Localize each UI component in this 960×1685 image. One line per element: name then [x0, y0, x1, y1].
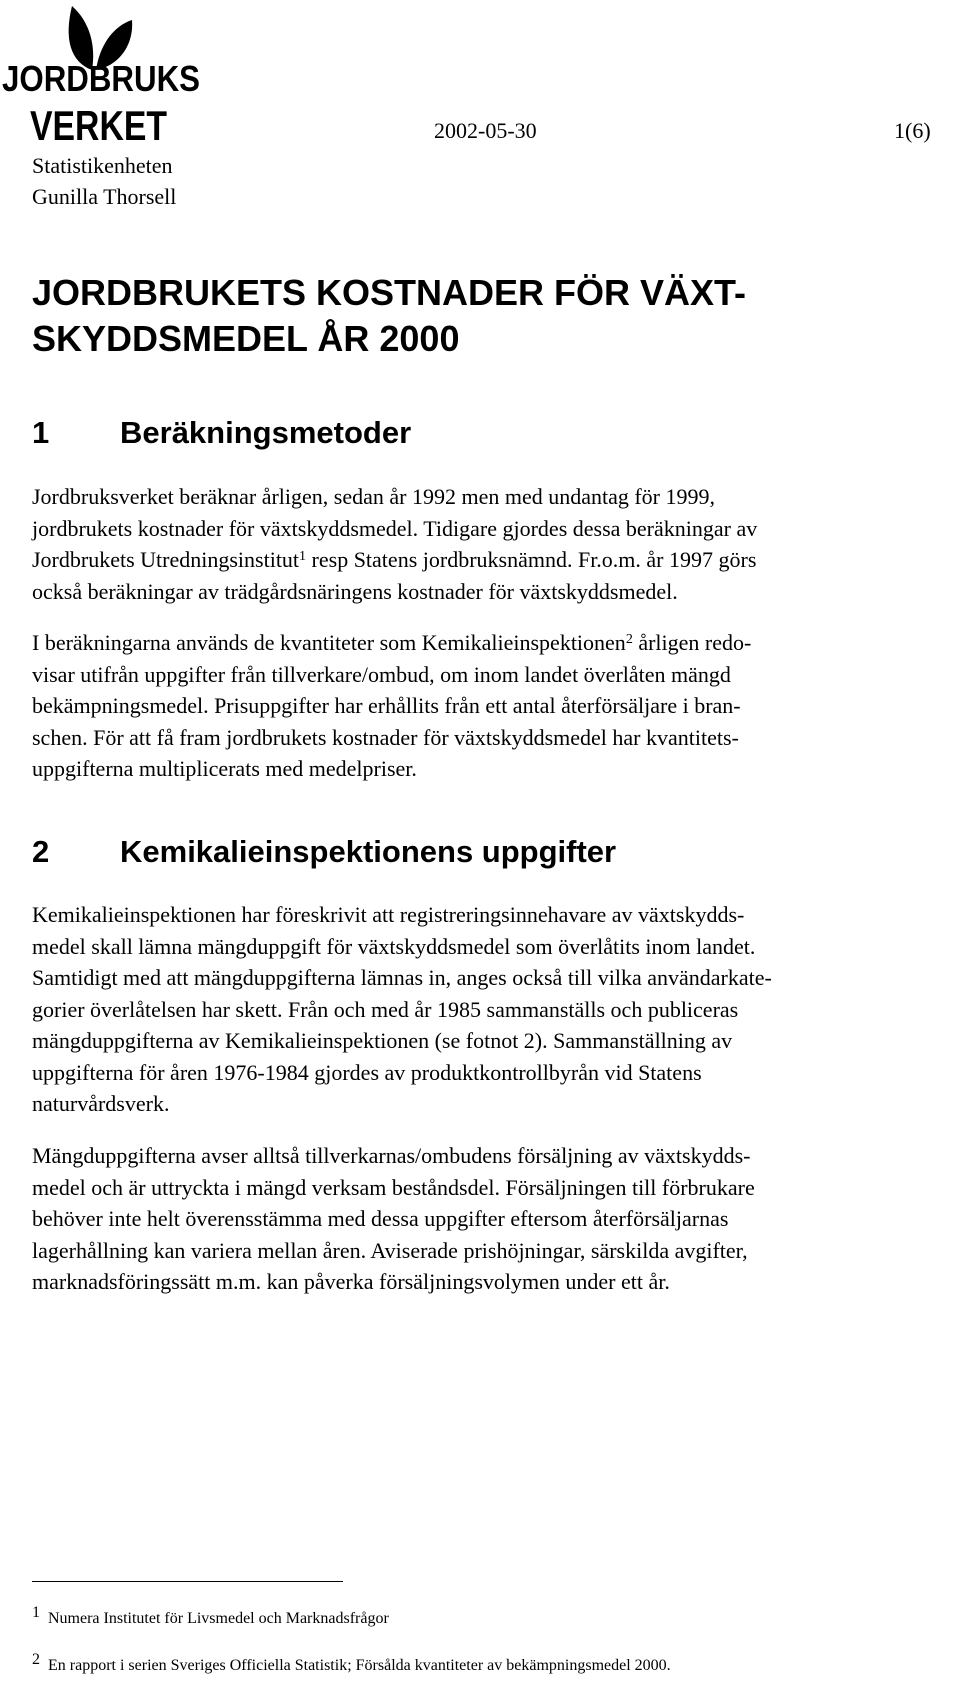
- text-segment: Jordbrukets Utredningsinstitut: [32, 547, 300, 572]
- sender-block: [32, 150, 176, 212]
- paragraph: [32, 481, 927, 607]
- footnote-2: [32, 1651, 671, 1675]
- text-segment: I beräkningarna används de kvantiteter som Kemikalieinspektionen: [32, 630, 626, 655]
- text-line: [32, 544, 927, 576]
- text-line: gorier överlåtelsen har skett. Från och med år 1985 sammanställs och publiceras: [32, 996, 739, 1022]
- logo-text-line2: VERKET: [30, 102, 168, 149]
- text-line: behöver inte helt överensstämma med dessa uppgifter eftersom återförsäljarnas: [32, 1206, 729, 1231]
- text-line: Samtidigt med att mängduppgifterna lämnas in, anges också till vilka användarkate-: [32, 965, 772, 990]
- section-number: 2: [32, 834, 50, 869]
- paragraph: [32, 1140, 927, 1298]
- text-line: bekämpningsmedel. Prisuppgifter har erhållits från ett antal återförsäljare i bran-: [32, 693, 741, 718]
- text-line: visar utifrån uppgifter från tillverkare/ombud, om inom landet överlåten mängd: [32, 661, 731, 687]
- section-heading-1: [32, 413, 411, 453]
- title-line: JORDBRUKETS KOSTNADER FÖR VÄXT-: [32, 272, 747, 313]
- text-line: Kemikalieinspektionen har föreskrivit att registreringsinnehavare av växtskydds-: [32, 902, 745, 927]
- text-segment: resp Statens jordbruksnämnd. Fr.o.m. år 1997 görs: [306, 547, 757, 572]
- text-line: naturvårdsverk.: [32, 1091, 170, 1116]
- text-line: schen. För att få fram jordbrukets kostnader för växtskyddsmedel har kvantitets-: [32, 724, 739, 750]
- page-number: 1(6): [894, 118, 931, 143]
- section-heading-2: [32, 832, 616, 872]
- text-line: [32, 627, 927, 659]
- title-line: SKYDDSMEDEL ÅR 2000: [32, 318, 460, 359]
- text-line: mängduppgifterna av Kemikalieinspektionen (se fotnot 2). Sammanställning av: [32, 1028, 733, 1053]
- logo-text-line1: JORDBRUKS: [2, 58, 200, 99]
- footnote-text: Numera Institutet för Livsmedel och Marknadsfrågor: [48, 1610, 389, 1627]
- author-name: Gunilla Thorsell: [32, 184, 177, 209]
- text-line: marknadsföringssätt m.m. kan påverka försäljningsvolymen under ett år.: [32, 1269, 670, 1294]
- text-line: medel och är uttryckta i mängd verksam beståndsdel. Försäljningen till förbrukare: [32, 1174, 755, 1200]
- footnote-mark: 1: [32, 1604, 40, 1621]
- text-line: uppgifterna för åren 1976-1984 gjordes av produktkontrollbyrån vid Statens: [32, 1059, 702, 1085]
- footnote-ref-2: 2: [625, 632, 633, 647]
- footnote-text: En rapport i serien Sveriges Officiella Statistik; Försålda kvantiteter av bekämpningsmedel 2000.: [48, 1657, 671, 1674]
- paragraph: [32, 899, 927, 1120]
- text-line: också beräkningar av trädgårdsnäringens kostnader för växtskyddsmedel.: [32, 578, 678, 604]
- footnote-ref-1: 1: [299, 549, 307, 564]
- text-line: Jordbruksverket beräknar årligen, sedan år 1992 men med undantag för 1999,: [32, 484, 715, 509]
- text-line: medel skall lämna mängduppgift för växtskyddsmedel som överlåtits inom landet.: [32, 933, 756, 959]
- footnote-1: [32, 1604, 389, 1628]
- document-date: 2002-05-30: [434, 118, 537, 143]
- text-line: uppgifterna multiplicerats med medelpriser.: [32, 756, 417, 781]
- section-title: Beräkningsmetoder: [120, 415, 412, 450]
- footnote-divider: [32, 1581, 343, 1582]
- section-title: Kemikalieinspektionens uppgifter: [120, 834, 617, 869]
- jordbruksverket-logo: [0, 0, 205, 149]
- footnote-mark: 2: [32, 1651, 40, 1668]
- unit-name: Statistikenheten: [32, 153, 173, 178]
- text-line: jordbrukets kostnader för växtskyddsmedel. Tidigare gjordes dessa beräkningar av: [32, 515, 758, 541]
- text-segment: årligen redo-: [632, 630, 752, 655]
- text-line: Mängduppgifterna avser alltså tillverkarnas/ombudens försäljning av växtskydds-: [32, 1143, 751, 1168]
- section-number: 1: [32, 415, 50, 450]
- document-title: [32, 270, 932, 362]
- text-line: lagerhållning kan variera mellan åren. Aviserade prishöjningar, särskilda avgifter,: [32, 1237, 748, 1263]
- paragraph: [32, 627, 927, 785]
